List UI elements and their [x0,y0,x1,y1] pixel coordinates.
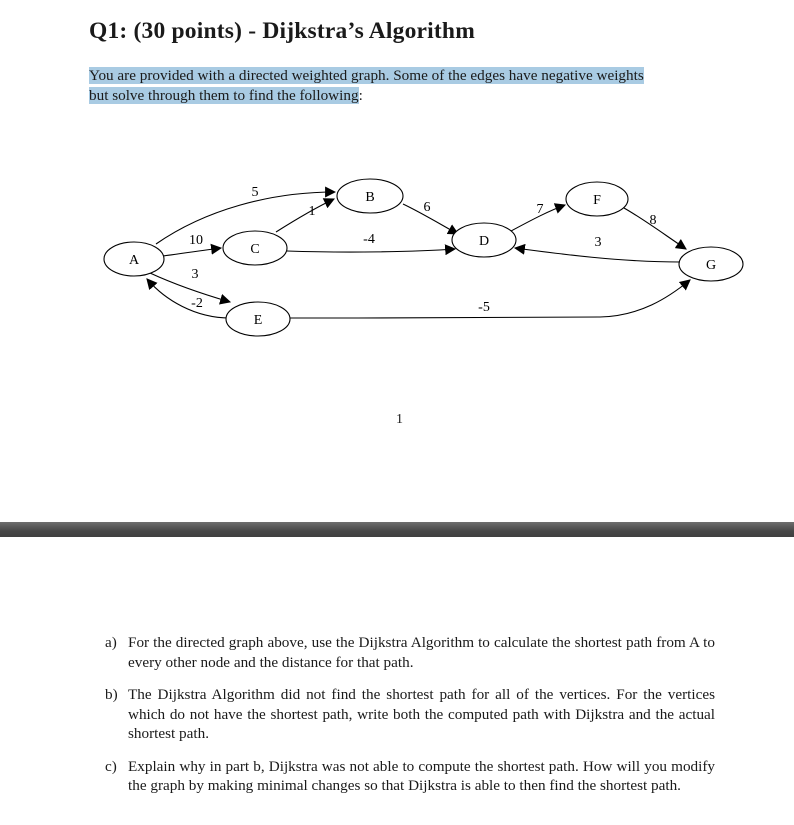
intro-line-2[interactable]: but solve through them to find the following [89,86,359,104]
node-e-label: E [253,313,263,328]
weight-e-g: -5 [478,300,490,315]
node-a-label: A [128,253,140,268]
node-d-label: D [478,234,490,249]
question-list [105,633,715,809]
page-separator [0,522,794,537]
page-number: 1 [396,412,403,427]
question-a [105,633,715,672]
weight-a-b: 5 [251,185,259,200]
intro-line-1[interactable]: You are provided with a directed weighted graph. Some of the edges have negative weights [89,67,644,84]
weight-a-e: 3 [191,267,199,282]
edge-c-d [287,249,455,252]
question-b-text: The Dijkstra Algorithm did not find the shortest path for all of the vertices. For the vertices which do not have the shortest path, write both the computed path with Dijkstra and the actual shortest path. [128,686,715,742]
intro-line-2-tail: : [358,86,363,104]
weight-d-f: 7 [536,202,544,217]
edge-g-d [515,248,680,262]
weight-c-b: 1 [308,204,316,219]
question-a-marker: a) [105,634,117,651]
question-b [105,685,715,744]
question-a-text: For the directed graph above, use the Dijkstra Algorithm to calculate the shortest path from A to every other node and the distance for that path. [128,634,715,671]
weight-e-a: -2 [191,296,203,311]
node-f-label: F [593,193,601,208]
weight-b-d: 6 [423,200,431,215]
question-c-marker: c) [105,757,117,775]
node-c-label: C [250,242,260,257]
question-c [105,757,715,796]
weight-f-g: 8 [649,213,657,228]
edge-a-c [163,248,221,256]
question-b-marker: b) [105,686,118,703]
edge-a-e [150,273,230,302]
question-c-text: Explain why in part b, Dijkstra was not able to compute the shortest path. How will you modify the graph by making minimal changes so that Dijkstra is able to then find the shortest path. [128,757,715,794]
question-title: Q1: (30 points) - Dijkstra’s Algorithm [89,18,475,44]
edge-b-d [403,204,458,234]
weight-g-d: 3 [594,235,602,250]
weight-a-c: 10 [189,233,203,248]
node-g-label: G [705,258,717,273]
node-b-label: B [365,190,375,205]
weight-c-d: -4 [363,232,375,247]
edge-c-b [276,199,334,232]
edge-e-g [290,280,690,318]
